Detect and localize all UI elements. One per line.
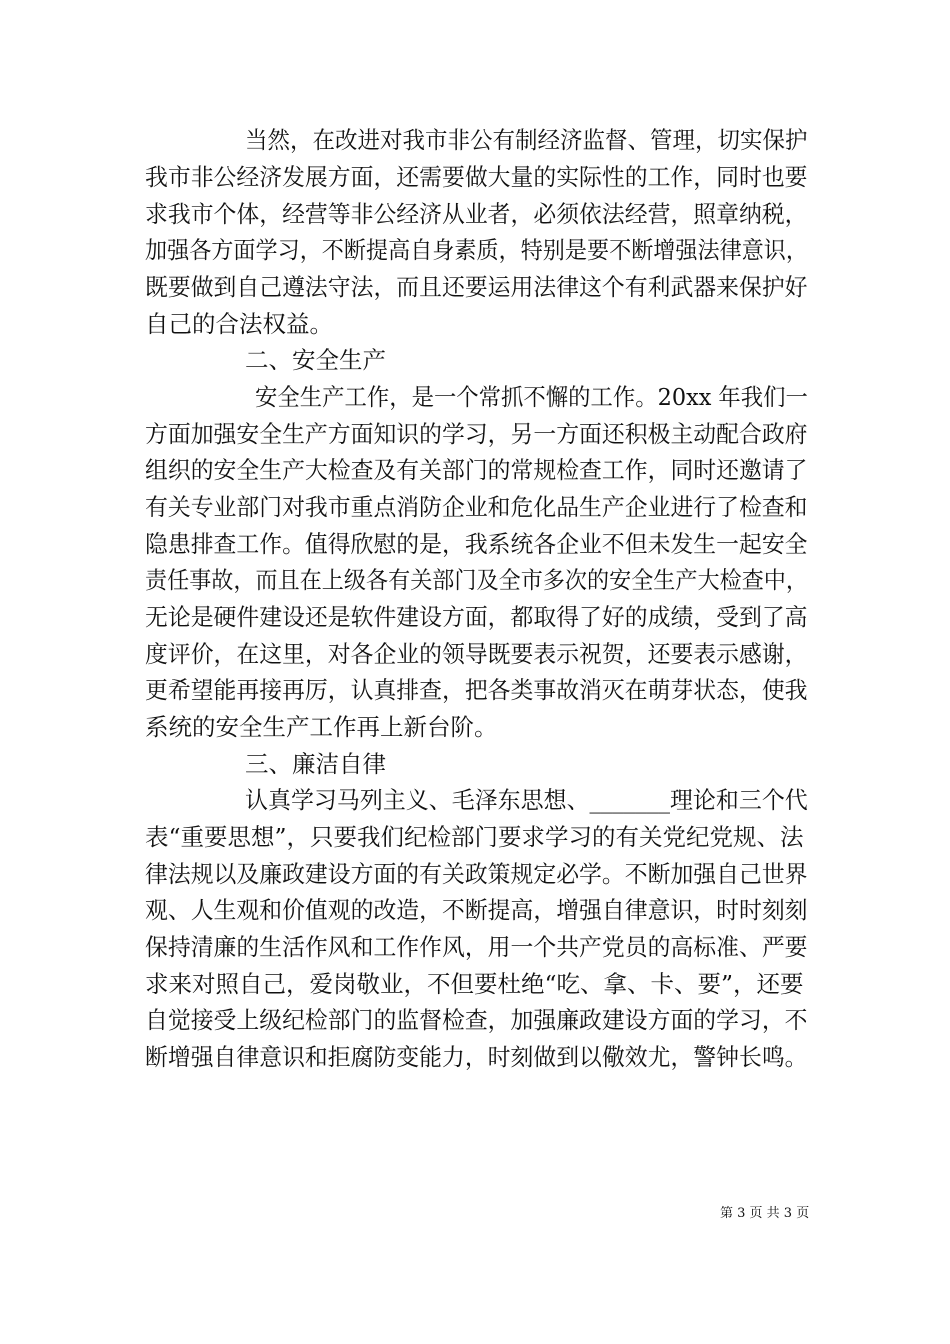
paragraph-line: 观、人生观和价值观的改造，不断提高，增强自律意识，时时刻刻 (145, 896, 808, 924)
paragraph-line: 更希望能再接再厉，认真排查，把各类事故消灭在萌芽状态，使我 (145, 676, 808, 704)
paragraph-line: 当然，在改进对我市非公有制经济监督、管理，切实保护 (245, 126, 808, 154)
paragraph-line: 安全生产工作，是一个常抓不懈的工作。20xx 年我们一 (255, 383, 808, 411)
paragraph-line: 责任事故，而且在上级各有关部门及全市多次的安全生产大检查中， (145, 566, 808, 594)
paragraph-line: 求我市个体，经营等非公经济从业者，必须依法经营，照章纳税， (145, 200, 808, 228)
section-heading: 二、安全生产 (245, 346, 386, 374)
paragraph-line: 认真学习马列主义、毛泽东思想、_______理论和三个代 (245, 786, 808, 814)
paragraph-line: 组织的安全生产大检查及有关部门的常规检查工作，同时还邀请了 (145, 456, 808, 484)
paragraph-line: 求来对照自己，爱岗敬业，不但要杜绝“吃、拿、卡、要”，还要 (145, 970, 804, 998)
paragraph-line: 有关专业部门对我市重点消防企业和危化品生产企业进行了检查和 (145, 493, 808, 521)
paragraph-line: 无论是硬件建设还是软件建设方面，都取得了好的成绩，受到了高 (145, 603, 808, 631)
section-heading: 三、廉洁自律 (245, 750, 386, 778)
paragraph-line: 表“重要思想”，只要我们纪检部门要求学习的有关党纪党规、法 (145, 823, 804, 851)
paragraph-line: 我市非公经济发展方面，还需要做大量的实际性的工作，同时也要 (145, 163, 808, 191)
paragraph-line: 律法规以及廉政建设方面的有关政策规定必学。不断加强自己世界 (145, 860, 808, 888)
paragraph-line: 保持清廉的生活作风和工作作风，用一个共产党员的高标准、严要 (145, 933, 808, 961)
paragraph-line: 自己的合法权益。 (145, 310, 333, 338)
paragraph-line: 度评价，在这里，对各企业的领导既要表示祝贺，还要表示感谢， (145, 640, 808, 668)
paragraph-line: 断增强自律意识和拒腐防变能力，时刻做到以儆效尤，警钟长鸣。 (145, 1043, 808, 1071)
paragraph-line: 加强各方面学习，不断提高自身素质，特别是要不断增强法律意识， (145, 236, 808, 264)
paragraph-line: 隐患排查工作。值得欣慰的是，我系统各企业不但未发生一起安全 (145, 530, 808, 558)
paragraph-line: 既要做到自己遵法守法，而且还要运用法律这个有利武器来保护好 (145, 273, 808, 301)
paragraph-line: 系统的安全生产工作再上新台阶。 (145, 713, 498, 741)
paragraph-line: 方面加强安全生产方面知识的学习，另一方面还积极主动配合政府 (145, 420, 808, 448)
paragraph-line: 自觉接受上级纪检部门的监督检查，加强廉政建设方面的学习，不 (145, 1006, 808, 1034)
page-number-footer: 第 3 页 共 3 页 (720, 1206, 810, 1221)
